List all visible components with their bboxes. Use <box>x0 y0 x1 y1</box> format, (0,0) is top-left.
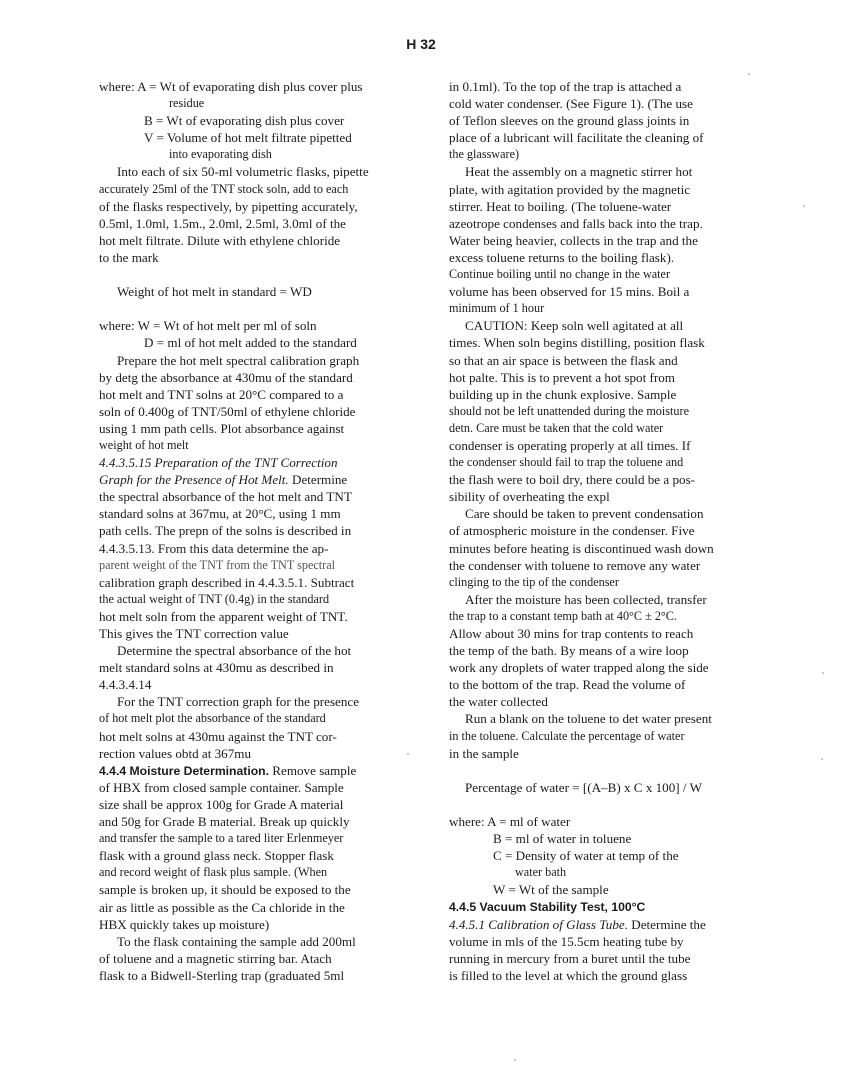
text-line: the spectral absorbance of the hot melt and TNT <box>99 489 352 505</box>
text-line: hot melt solns at 430mu against the TNT cor- <box>99 728 337 744</box>
blank-line <box>449 796 769 813</box>
text-line: of the flasks respectively, by pipetting accurately, <box>99 198 358 214</box>
text-line: hot melt and TNT solns at 20°C compared to a <box>99 386 344 402</box>
text-line: of hot melt plot the absorbance of the standard <box>99 711 326 726</box>
right-column <box>449 78 769 984</box>
scan-speck <box>821 758 823 760</box>
text-line: residue <box>169 96 205 111</box>
text-line: building up in the chunk explosive. Sample <box>449 386 677 402</box>
text-line: the trap to a constant temp bath at 40°C ± 2°C. <box>449 608 677 623</box>
section-heading: 4.4.4 Moisture Determination. <box>99 763 269 778</box>
text-line: the condenser with toluene to remove any water <box>449 557 701 573</box>
text-line: to the mark <box>99 249 159 265</box>
text-line: path cells. The prepn of the solns is described in <box>99 523 352 539</box>
text-line: hot melt soln from the apparent weight of TNT. <box>99 608 348 624</box>
text-line: Determine the <box>631 916 706 932</box>
text-line: air as little as possible as the Ca chloride in the <box>99 899 345 915</box>
text-line: cold water condenser. (See Figure 1). (The use <box>449 96 693 112</box>
text-line: volume in mls of the 15.5cm heating tube by <box>449 933 684 949</box>
text-line: size shall be approx 100g for Grade A material <box>99 796 344 812</box>
text-line: and transfer the sample to a tared liter Erlenmeyer <box>99 831 344 846</box>
text-line: the water collected <box>449 694 548 710</box>
text-line: of HBX from closed sample container. Sample <box>99 779 344 795</box>
text-line: melt standard solns at 430mu as described in <box>99 660 334 676</box>
text-line: and 50g for Grade B material. Break up quickly <box>99 814 350 830</box>
text-line: to the bottom of the trap. Read the volume of <box>449 677 686 693</box>
text-line: the condenser should fail to trap the toluene and <box>449 455 684 470</box>
text-line: of Teflon sleeves on the ground glass joints in <box>449 113 690 129</box>
section-heading: 4.4.5.1 Calibration of Glass Tube. <box>449 916 628 932</box>
text-line: using 1 mm path cells. Plot absorbance against <box>99 420 345 436</box>
text-line: detn. Care must be taken that the cold water <box>449 420 664 435</box>
page-header: H 32 <box>406 36 436 52</box>
text-line: water bath <box>515 865 567 880</box>
text-line: D = ml of hot melt added to the standard <box>144 335 357 351</box>
text-line: minimum of 1 hour <box>449 301 545 316</box>
text-line: calibration graph described in 4.4.3.5.1. Subtract <box>99 574 355 590</box>
text-line: in the toluene. Calculate the percentage of water <box>449 728 685 743</box>
section-heading: 4.4.3.5.15 Preparation of the TNT Correction <box>99 455 338 471</box>
text-line: Determine <box>291 472 348 488</box>
text-line: W = Wt of the sample <box>493 882 609 898</box>
text-line: running in mercury from a buret until the tube <box>449 950 691 966</box>
text-line: where: W = Wt of hot melt per ml of soln <box>99 318 317 334</box>
scan-speck <box>514 1059 516 1061</box>
formula-line: Weight of hot melt in standard = WD <box>117 284 312 300</box>
text-line: To the flask containing the sample add 200ml <box>117 933 356 949</box>
section-heading: 4.4.5 Vacuum Stability Test, 100°C <box>449 899 646 914</box>
text-line: where: A = ml of water <box>449 814 571 830</box>
text-line: clinging to the tip of the condenser <box>449 574 619 589</box>
text-line: place of a lubricant will facilitate the cleaning of <box>449 130 704 146</box>
text-line: the actual weight of TNT (0.4g) in the standard <box>99 591 330 606</box>
formula-line: Percentage of water = [(A–B) x C x 100] / W <box>465 779 702 795</box>
text-line: hot melt filtrate. Dilute with ethylene chloride <box>99 232 341 248</box>
text-line: 4.4.3.5.13. From this data determine the ap- <box>99 540 329 556</box>
text-line: work any droplets of water trapped along the side <box>449 660 709 676</box>
text-line: 4.4.3.4.14 <box>99 677 152 693</box>
text-line: stirrer. Heat to boiling. (The toluene-water <box>449 198 672 214</box>
scan-speck <box>407 753 409 755</box>
text-line: Determine the spectral absorbance of the hot <box>117 643 352 659</box>
text-line: by detg the absorbance at 430mu of the standard <box>99 369 353 385</box>
text-line: B = ml of water in toluene <box>493 831 632 847</box>
text-line: hot palte. This is to prevent a hot spot from <box>449 369 675 385</box>
text-line: flask to a Bidwell-Sterling trap (graduated 5ml <box>99 967 345 983</box>
text-line: azeotrope condenses and falls back into the trap. <box>449 215 703 231</box>
text-line: should not be left unattended during the moisture <box>449 403 689 418</box>
text-line: Into each of six 50-ml volumetric flasks, pipette <box>117 164 369 180</box>
text-line: weight of hot melt <box>99 437 189 452</box>
text-line: sample is broken up, it should be exposed to the <box>99 882 351 898</box>
text-line: the temp of the bath. By means of a wire loop <box>449 643 689 659</box>
blank-line <box>99 266 417 283</box>
text-line: flask with a ground glass neck. Stopper flask <box>99 848 334 864</box>
text-line: V = Volume of hot melt filtrate pipetted <box>144 130 352 146</box>
text-line: plate, with agitation provided by the magnetic <box>449 181 691 197</box>
scan-speck <box>803 205 805 207</box>
text-line: so that an air space is between the flask and <box>449 352 678 368</box>
text-line: After the moisture has been collected, transfer <box>465 591 707 607</box>
scan-speck <box>822 672 824 674</box>
text-line: HBX quickly takes up moisture) <box>99 916 270 932</box>
text-line: CAUTION: Keep soln well agitated at all <box>465 318 684 334</box>
text-line: into evaporating dish <box>169 147 272 162</box>
text-line: rection values obtd at 367mu <box>99 745 251 761</box>
text-line: Run a blank on the toluene to det water present <box>465 711 712 727</box>
text-line: B = Wt of evaporating dish plus cover <box>144 113 345 129</box>
text-line: volume has been observed for 15 mins. Boil a <box>449 284 690 300</box>
text-line: C = Density of water at temp of the <box>493 848 679 864</box>
text-line: Remove sample <box>272 762 357 778</box>
text-line: accurately 25ml of the TNT stock soln, add to each <box>99 181 349 196</box>
text-line: condenser is operating properly at all times. If <box>449 437 691 453</box>
text-line: sibility of overheating the expl <box>449 489 610 505</box>
text-line: soln of 0.400g of TNT/50ml of ethylene chloride <box>99 403 356 419</box>
text-line: the flash were to boil dry, there could be a pos- <box>449 472 696 488</box>
blank-line <box>99 300 417 317</box>
text-line: Prepare the hot melt spectral calibration graph <box>117 352 360 368</box>
scan-speck <box>748 73 750 75</box>
text-line: For the TNT correction graph for the presence <box>117 694 360 710</box>
text-line: in the sample <box>449 745 519 761</box>
text-line: Water being heavier, collects in the trap and the <box>449 232 698 248</box>
text-line: is filled to the level at which the ground glass <box>449 967 688 983</box>
section-heading: Graph for the Presence of Hot Melt. <box>99 472 289 488</box>
text-line: the glassware) <box>449 147 520 162</box>
text-line: standard solns at 367mu, at 20°C, using 1 mm <box>99 506 341 522</box>
text-line: parent weight of the TNT from the TNT spectral <box>99 557 336 572</box>
text-line: of toluene and a magnetic stirring bar. Atach <box>99 950 332 966</box>
text-line: where: A = Wt of evaporating dish plus cover plus <box>99 79 363 94</box>
text-line: in 0.1ml). To the top of the trap is attached a <box>449 79 682 94</box>
text-line: 0.5ml, 1.0ml, 1.5m., 2.0ml, 2.5ml, 3.0ml of the <box>99 215 346 231</box>
blank-line <box>449 762 769 779</box>
left-column <box>99 78 417 984</box>
text-line: This gives the TNT correction value <box>99 626 289 641</box>
text-line: excess toluene returns to the boiling flask). <box>449 249 675 265</box>
text-line: minutes before heating is discontinued wash down <box>449 540 714 556</box>
text-line: times. When soln begins distilling, position flask <box>449 335 705 351</box>
text-line: Continue boiling until no change in the water <box>449 267 671 282</box>
text-line: Allow about 30 mins for trap contents to reach <box>449 626 694 641</box>
text-line: Heat the assembly on a magnetic stirrer hot <box>465 164 693 180</box>
text-line: of atmospheric moisture in the condenser. Five <box>449 523 695 539</box>
text-line: Care should be taken to prevent condensation <box>465 506 704 522</box>
text-line: and record weight of flask plus sample. (When <box>99 865 328 880</box>
